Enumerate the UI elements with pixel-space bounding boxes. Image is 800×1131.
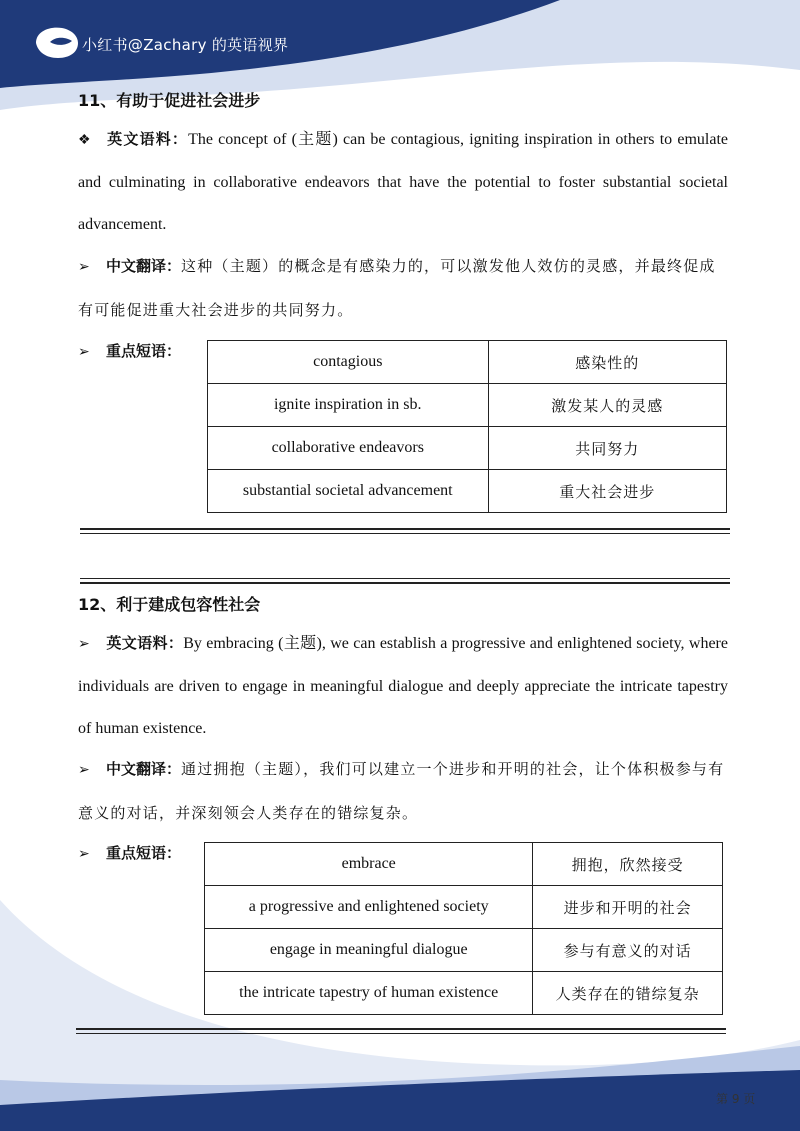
- table-row: [208, 470, 727, 513]
- arrow-bullet-icon: ➢: [78, 637, 90, 652]
- phrase-cn: 拥抱，欣然接受: [533, 843, 723, 886]
- phrases-table: [204, 842, 723, 1015]
- divider: [80, 528, 730, 530]
- brand-logo-icon: [28, 22, 80, 64]
- section-title: 12、利于建成包容性社会: [78, 595, 261, 614]
- phrase-cn: 感染性的: [488, 341, 726, 384]
- phrase-en: ignite inspiration in sb.: [208, 384, 489, 427]
- phrase-en: a progressive and enlightened society: [205, 886, 533, 929]
- table-row: [205, 843, 723, 886]
- arrow-bullet-icon: ➢: [78, 260, 90, 275]
- phrase-en: collaborative endeavors: [208, 427, 489, 470]
- phrase-en: contagious: [208, 341, 489, 384]
- chinese-text: 这种（主题）的概念是有感染力的，可以激发他人效仿的灵感，并最终促成有可能促进重大社会进步的共同努力。: [78, 257, 716, 319]
- phrase-cn: 激发某人的灵感: [488, 384, 726, 427]
- english-label: 英文语料：: [106, 634, 184, 652]
- divider: [80, 582, 730, 584]
- arrow-bullet-icon: ➢: [78, 846, 90, 862]
- divider: [76, 1028, 726, 1030]
- divider: [80, 578, 730, 579]
- header-brand: 小红书@Zachary 的英语视界: [82, 36, 289, 54]
- chinese-label: 中文翻译：: [106, 760, 182, 778]
- chinese-translation: [78, 748, 728, 835]
- english-corpus: [78, 118, 728, 246]
- phrases-label: 重点短语：: [106, 844, 182, 862]
- table-row: [208, 384, 727, 427]
- table-row: [208, 427, 727, 470]
- table-row: [205, 972, 723, 1015]
- arrow-bullet-icon: ➢: [78, 344, 90, 360]
- english-text: By embracing (主题), we can establish a progressive and enlightened society, where individuals are driven to engage in meaningful dialogue and deeply appreciate the intricate tapestry of human existence.: [78, 635, 728, 737]
- table-row: [205, 886, 723, 929]
- arrow-bullet-icon: ➢: [78, 763, 90, 778]
- english-corpus: [78, 622, 728, 750]
- phrase-cn: 进步和开明的社会: [533, 886, 723, 929]
- chinese-translation: [78, 245, 728, 332]
- phrases-table: [207, 340, 727, 513]
- english-text: The concept of (主题) can be contagious, igniting inspiration in others to emulate and culminating in collaborative endeavors that have the potential to foster substantial societal advancement.: [78, 131, 728, 233]
- phrase-en: engage in meaningful dialogue: [205, 929, 533, 972]
- page-number: 第 9 页: [716, 1092, 756, 1106]
- phrases-label: 重点短语：: [106, 342, 182, 360]
- divider: [80, 533, 730, 534]
- chinese-label: 中文翻译：: [106, 257, 182, 275]
- phrase-en: embrace: [205, 843, 533, 886]
- english-label: 英文语料：: [106, 130, 189, 148]
- divider: [76, 1033, 726, 1034]
- section-title: 11、有助于促进社会进步: [78, 91, 261, 110]
- phrase-cn: 参与有意义的对话: [533, 929, 723, 972]
- phrase-cn: 人类存在的错综复杂: [533, 972, 723, 1015]
- chinese-text: 通过拥抱（主题），我们可以建立一个进步和开明的社会，让个体积极参与有意义的对话，并深刻领会人类存在的错综复杂。: [78, 760, 725, 822]
- phrases-heading: [78, 842, 181, 863]
- table-row: [205, 929, 723, 972]
- phrase-en: substantial societal advancement: [208, 470, 489, 513]
- diamond-bullet-icon: ❖: [78, 133, 91, 148]
- phrase-cn: 重大社会进步: [488, 470, 726, 513]
- table-row: [208, 341, 727, 384]
- phrases-heading: [78, 340, 181, 361]
- phrase-en: the intricate tapestry of human existence: [205, 972, 533, 1015]
- phrase-cn: 共同努力: [488, 427, 726, 470]
